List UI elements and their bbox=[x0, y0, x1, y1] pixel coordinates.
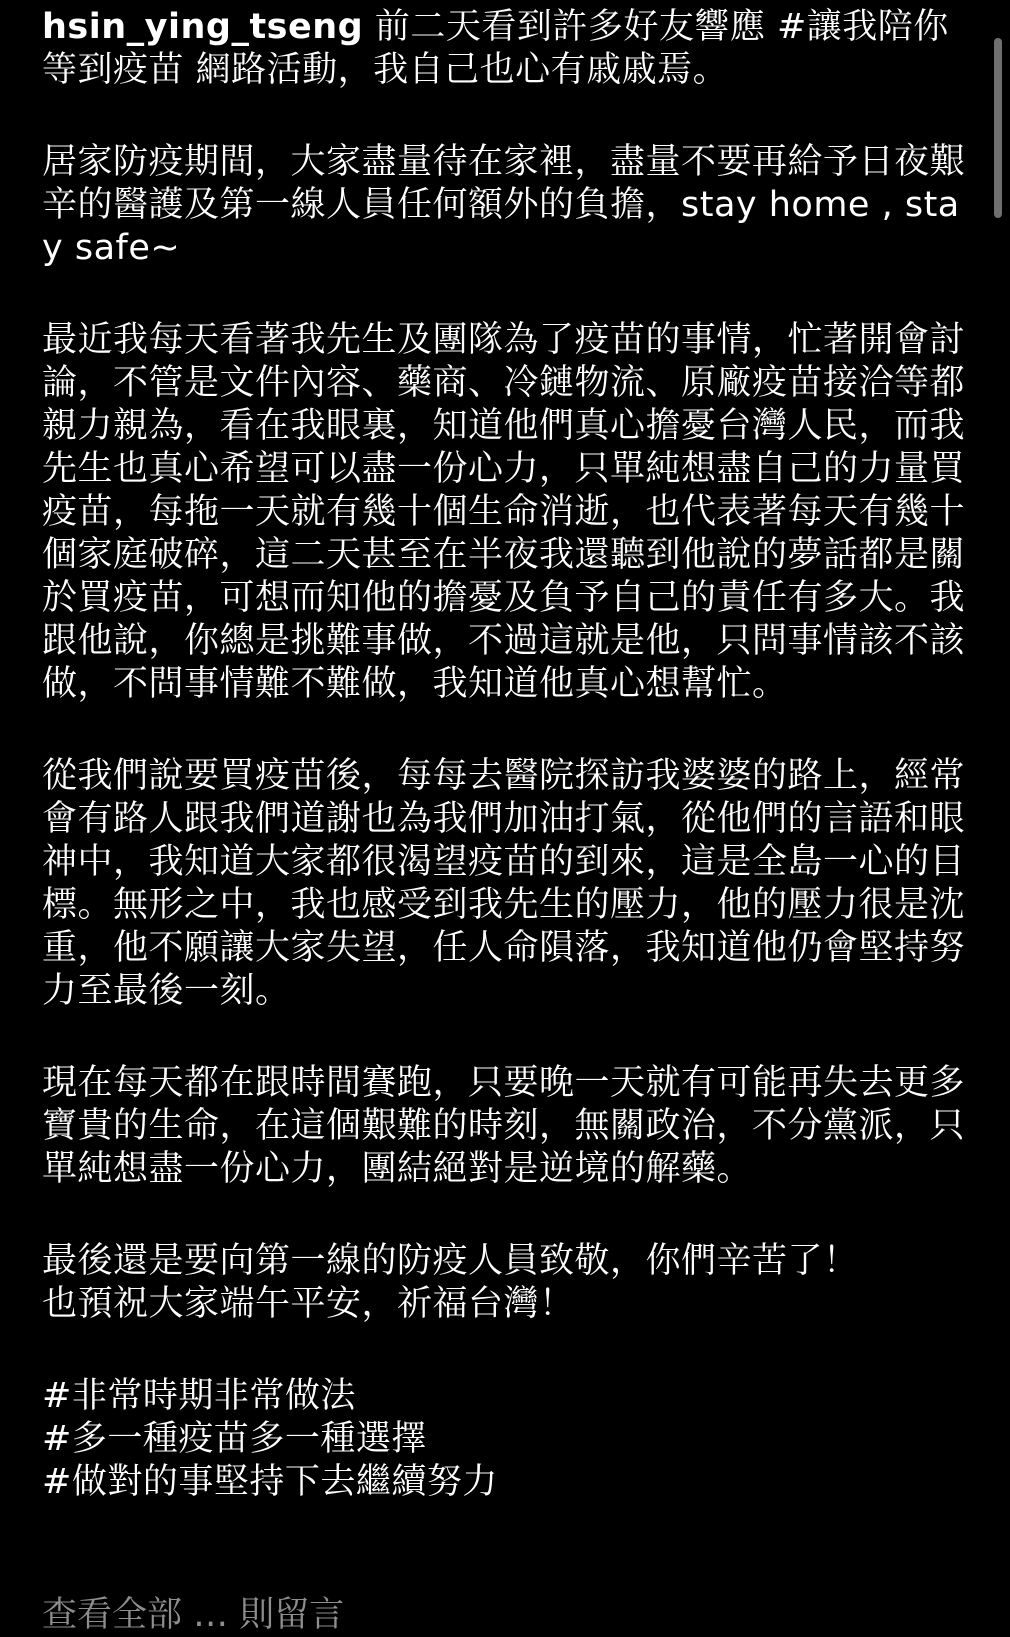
caption-closing bbox=[42, 1240, 972, 1326]
hashtag-link[interactable]: #非常時期非常做法 bbox=[42, 1376, 356, 1416]
post-caption bbox=[42, 6, 972, 1504]
hashtag-link[interactable]: #多一種疫苗多一種選擇 bbox=[42, 1419, 427, 1459]
caption-paragraph-4: 現在每天都在跟時間賽跑，只要晚一天就有可能再失去更多寶貴的生命，在這個艱難的時刻，無關政治，不分黨派，只單純想盡一份心力，團結絕對是逆境的解藥。 bbox=[42, 1063, 966, 1189]
scrollbar-thumb[interactable] bbox=[994, 38, 1002, 218]
closing-line-1: 最後還是要向第一線的防疫人員致敬，你們辛苦了！ bbox=[42, 1241, 859, 1281]
username-link[interactable]: hsin_ying_tseng bbox=[42, 7, 364, 47]
caption-paragraph-1: 居家防疫期間，大家盡量待在家裡，盡量不要再給予日夜艱辛的醫護及第一線人員任何額外的負擔，stay home , stay safe~ bbox=[42, 142, 966, 268]
hashtag-list bbox=[42, 1375, 972, 1504]
closing-line-2: 也預祝大家端午平安，祈福台灣！ bbox=[42, 1284, 575, 1324]
caption-intro bbox=[42, 6, 972, 92]
view-comments-link[interactable]: 查看全部 … 則留言 bbox=[42, 1595, 345, 1635]
caption-paragraph-2: 最近我每天看著我先生及團隊為了疫苗的事情，忙著開會討論，不管是文件內容、藥商、冷鏈物流、原廠疫苗接洽等都親力親為，看在我眼裏，知道他們真心擔憂台灣人民，而我先生也真心希望可以盡一份心力，只單純想盡自己的力量買疫苗，每拖一天就有幾十個生命消逝，也代表著每天有幾十個家庭破碎，這二天甚至在半夜我還聽到他說的夢話都是關於買疫苗，可想而知他的擔憂及負予自己的責任有多大。我跟他說，你總是挑難事做，不過這就是他，只問事情該不該做，不問事情難不難做，我知道他真心想幫忙。 bbox=[42, 320, 966, 704]
hashtag-link[interactable]: #做對的事堅持下去繼續努力 bbox=[42, 1462, 498, 1502]
intro-text: 前二天看到許多好友響應 #讓我陪你等到疫苗 網路活動，我自己也心有戚戚焉。 bbox=[42, 7, 949, 90]
caption-paragraph-3: 從我們說要買疫苗後，每每去醫院探訪我婆婆的路上，經常會有路人跟我們道謝也為我們加油打氣，從他們的言語和眼神中，我知道大家都很渴望疫苗的到來，這是全島一心的目標。無形之中，我也感受到我先生的壓力，他的壓力很是沈重，他不願讓大家失望，任人命隕落，我知道他仍會堅持努力至最後一刻。 bbox=[42, 756, 966, 1011]
